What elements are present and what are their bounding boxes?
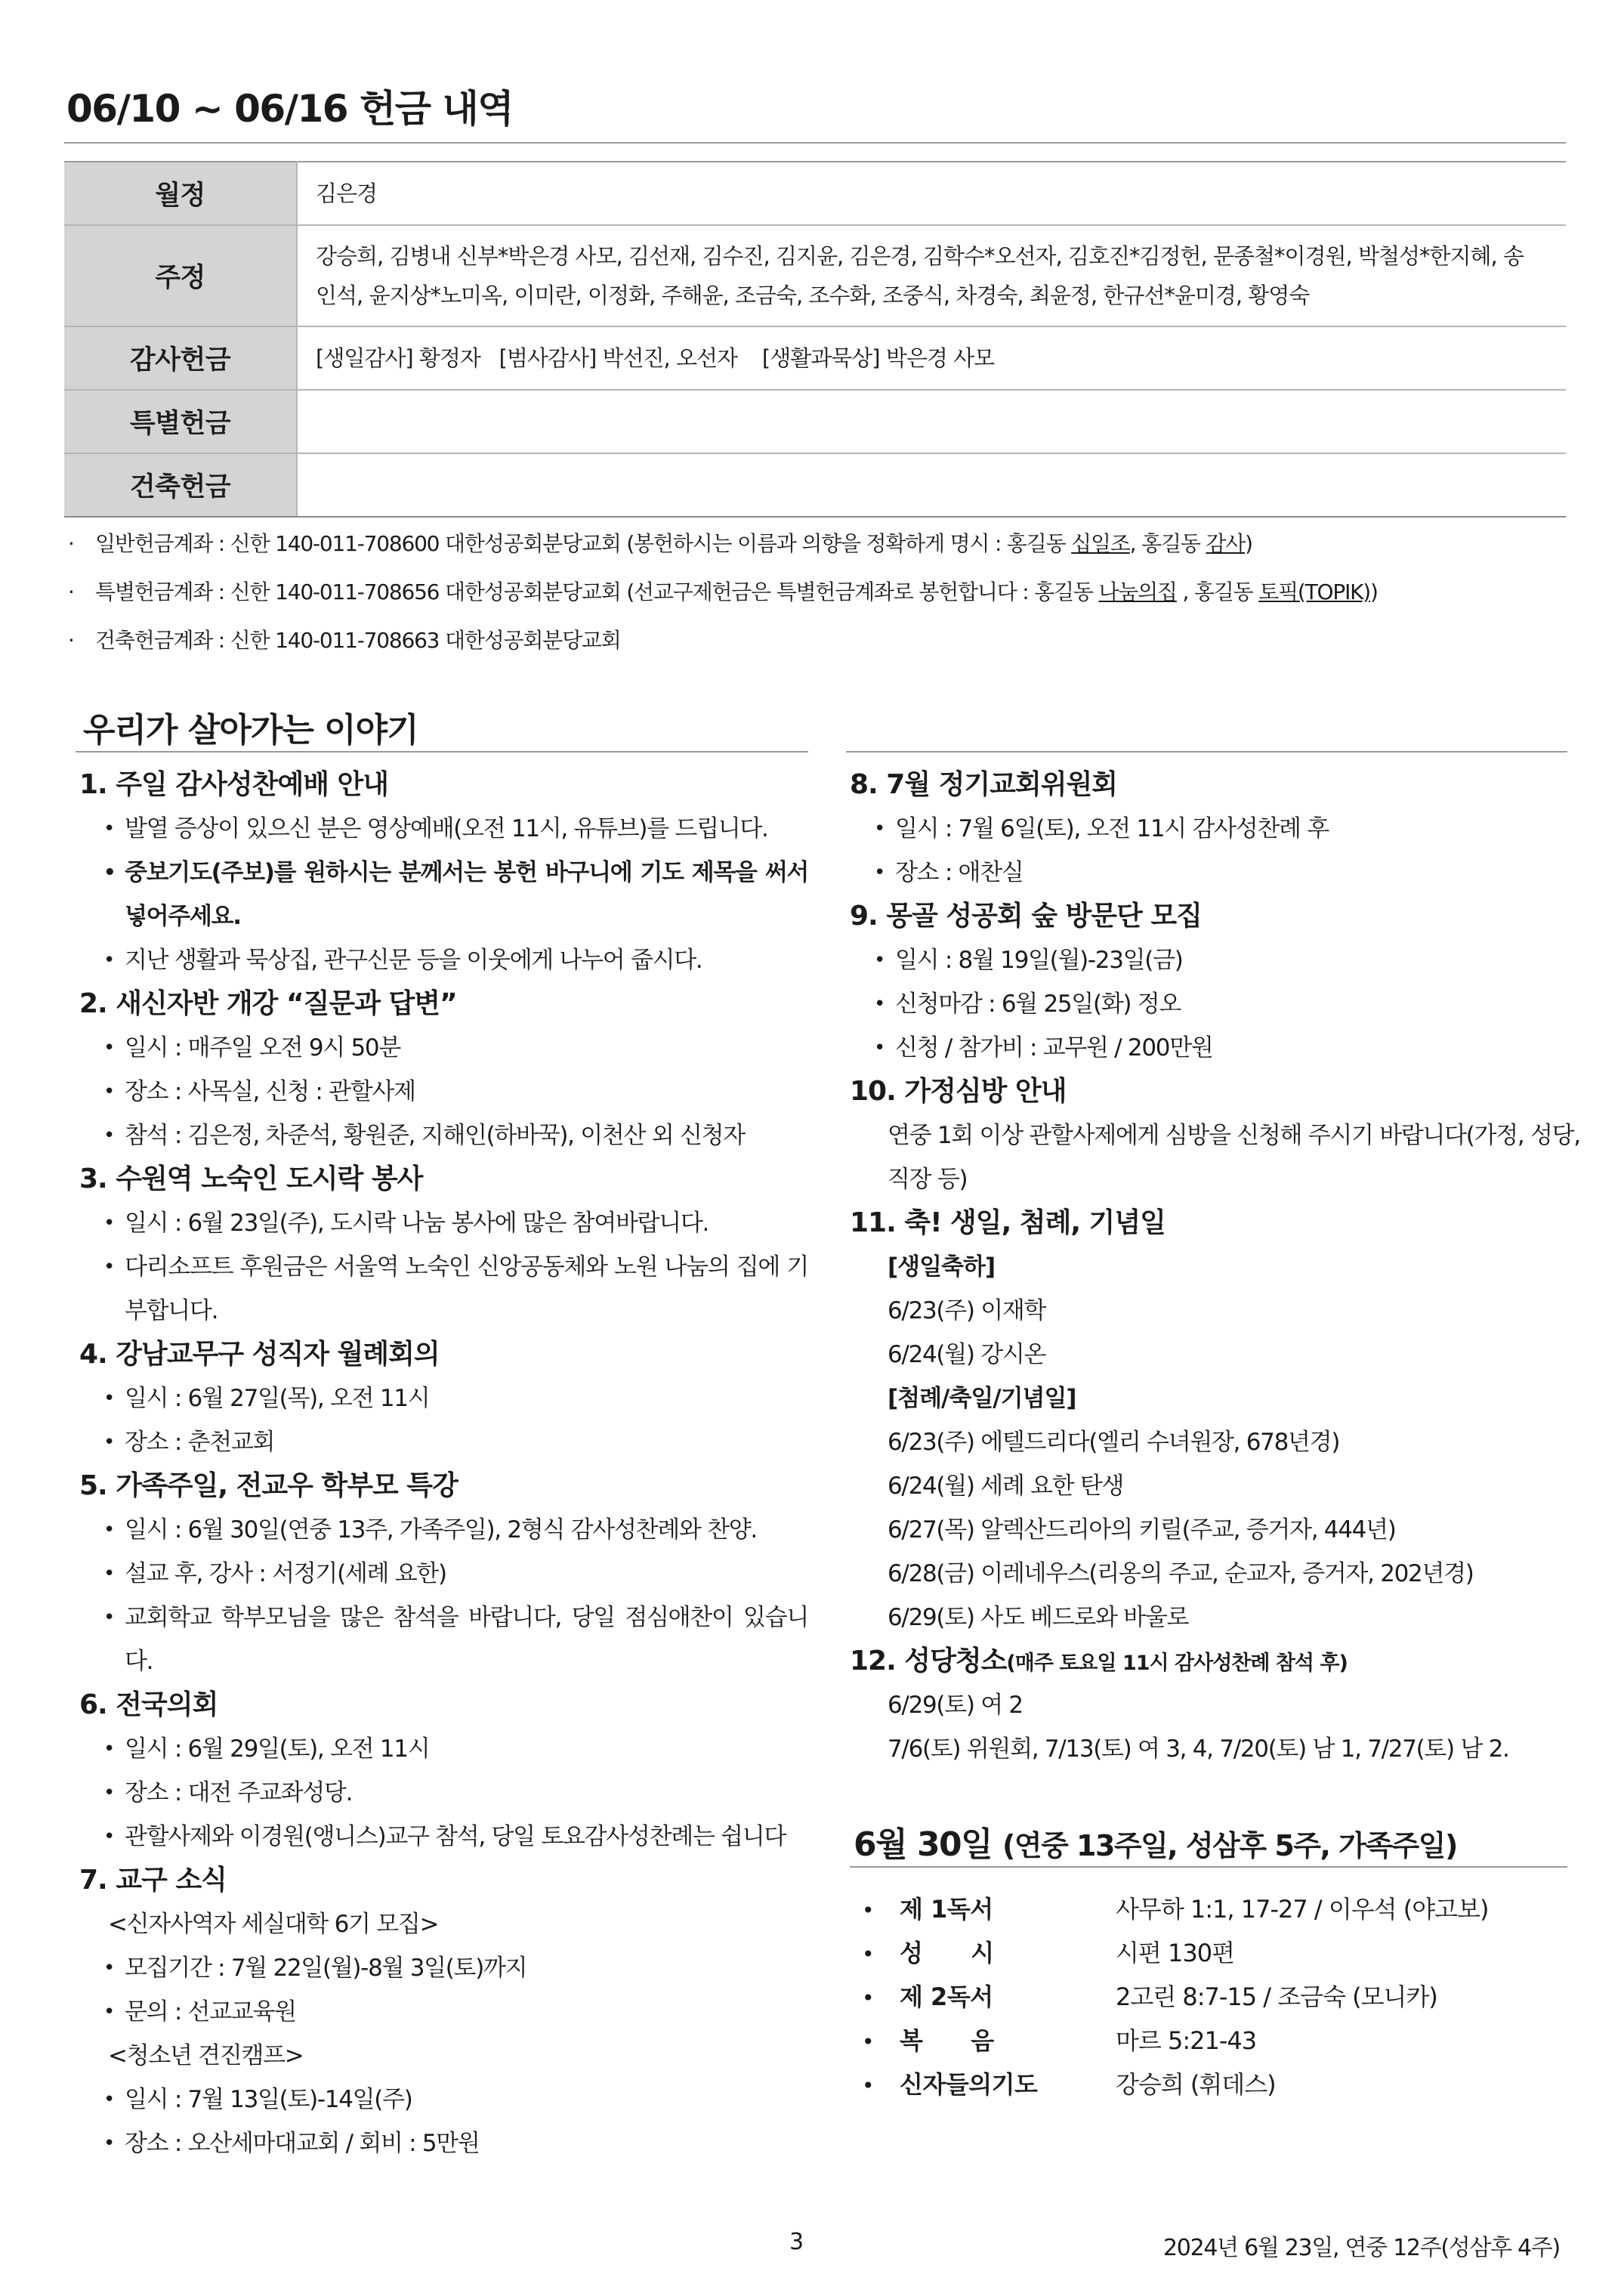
thanks-life-tag: [생활과묵상] (761, 345, 880, 371)
sunday-title (854, 1817, 1457, 1865)
reading-label: 신자들의기도 (900, 2070, 1038, 2099)
readings-list (857, 1887, 1488, 2106)
item-bullet: • 지난 생활과 묵상집, 관구신문 등을 이웃에게 나누어 줍시다. (79, 938, 808, 982)
thanks-birthday-names: 황정자 (418, 345, 480, 371)
reading-value: 마르 5:21-43 (1116, 2026, 1257, 2055)
item-bullet: • 장소 : 춘천교회 (79, 1420, 808, 1464)
item-heading: 4. 강남교무구 성직자 월례회의 (79, 1339, 440, 1370)
offering-label: 특별헌금 (64, 390, 297, 453)
thanks-crime-names: 박선진, 오선자 (602, 345, 738, 371)
reading-label: 제 2독서 (900, 1982, 993, 2011)
item-heading: 5. 가족주일, 전교우 학부모 특강 (79, 1470, 458, 1501)
item-bullet: • 참석 : 김은정, 차준석, 황원준, 지해인(하바꾹), 이천산 외 신청자 (79, 1114, 808, 1157)
item-bullet: • 모집기간 : 7월 22일(월)-8월 3일(토)까지 (79, 1946, 808, 1990)
item-bullet: • 장소 : 대전 주교좌성당. (79, 1771, 808, 1815)
item-text: 6/24(월) 강시온 (888, 1341, 1046, 1368)
account-text: 건축헌금계좌 : 신한 140-011-708663 대한성공회분당교회 (95, 628, 621, 653)
item-text: 6/27(목) 알렉산드리아의 키릴(주교, 증거자, 444년) (888, 1516, 1396, 1544)
reading-value: 강승희 (휘데스) (1116, 2070, 1276, 2099)
reading-label: 성 시 (900, 1939, 994, 1967)
account-text: , 홍길동 (1176, 579, 1259, 604)
item-subheading: [생일축하] (888, 1253, 996, 1281)
offering-row-building (64, 453, 1566, 517)
account-link[interactable]: 나눔의집 (1098, 579, 1177, 604)
offering-value: 강승희, 김병내 신부*박은경 사모, 김선재, 김수진, 김지윤, 김은경, 김학수*오선자, 김호진*김정헌, 문종철*이경원, 박철성*한지혜, 송인석, 윤지상*노미옥, 이미란, 이정화, 주해윤, 조금숙, 조수화, 조중식, 차경숙, 최윤정, 한규선*윤미경, 황영숙 (297, 225, 1566, 326)
thanks-crime-tag: [범사감사] (499, 345, 597, 371)
sunday-divider (850, 1866, 1567, 1868)
item-bullet: • 설교 후, 강사 : 서정기(세례 요한) (79, 1552, 808, 1596)
account-bullet: · (68, 531, 74, 556)
reading-row (857, 1975, 1488, 2019)
item-bullet: • 일시 : 6월 23일(주), 도시락 나눔 봉사에 많은 참여바랍니다. (79, 1201, 808, 1245)
item-text: 직장 등) (888, 1166, 968, 1193)
item-heading: 8. 7월 정기교회위원회 (850, 769, 1118, 800)
reading-label: 제 1독서 (900, 1895, 993, 1924)
account-text: 일반헌금계좌 : 신한 140-011-708600 대한성공회분당교회 (봉헌하시는 이름과 의향을 정확하게 명시 : 홍길동 (95, 531, 1072, 556)
item-heading: 11. 축! 생일, 첨례, 기념일 (850, 1207, 1166, 1238)
item-bullet: • 일시 : 7월 13일(토)-14일(주) (79, 2078, 808, 2121)
item-text: 6/23(주) 이재학 (888, 1297, 1046, 1324)
item-text: 6/28(금) 이레네우스(리옹의 주교, 순교자, 증거자, 202년경) (888, 1560, 1474, 1587)
sunday-date: 6월 30일 (854, 1825, 993, 1864)
offering-value: 김은경 (297, 162, 1566, 225)
item-bullet: • 장소 : 사목실, 신청 : 관할사제 (79, 1070, 808, 1114)
special-account (68, 576, 1378, 606)
reading-bullet: • (862, 2073, 875, 2098)
offering-label: 주정 (64, 225, 297, 326)
account-bullet: · (68, 628, 74, 653)
offering-row-special (64, 390, 1566, 453)
reading-row (857, 2019, 1488, 2063)
account-link[interactable]: 감사 (1206, 531, 1246, 556)
reading-value: 사무하 1:1, 17-27 / 이우석 (야고보) (1116, 1895, 1489, 1924)
item-bullet: • 발열 증상이 있으신 분은 영상예배(오전 11시, 유튜브)를 드립니다. (79, 807, 808, 851)
item-bullet: • 교회학교 학부모님을 많은 참석을 바랍니다, 당일 점심애찬이 있습니다. (79, 1596, 808, 1683)
offering-label: 월정 (64, 162, 297, 225)
item-text: 6/23(주) 에텔드리다(엘리 수녀원장, 678년경) (888, 1429, 1340, 1456)
title-divider (64, 142, 1566, 144)
item-heading: 2. 새신자반 개강 “질문과 답변” (79, 988, 457, 1019)
item-bullet: • 문의 : 선교교육원 (79, 1990, 808, 2034)
thanks-life-names: 박은경 사모 (885, 345, 995, 371)
item-bullet: • 다리소프트 후원금은 서울역 노숙인 신앙공동체와 노원 나눔의 집에 기부합니다. (79, 1245, 808, 1333)
offering-row-monthly (64, 162, 1566, 225)
reading-bullet: • (862, 2029, 875, 2054)
stories-left-column (79, 763, 808, 2165)
item-subheading: <신자사역자 세실대학 6기 모집> (108, 1911, 439, 1938)
item-text: 6/29(토) 사도 베드로와 바울로 (888, 1604, 1189, 1631)
item-bullet: • 일시 : 6월 30일(연중 13주, 가족주일), 2형식 감사성찬례와 찬양. (79, 1508, 808, 1552)
offering-title: 06/10 ~ 06/16 헌금 내역 (66, 87, 514, 131)
offering-value (297, 453, 1566, 517)
item-bullet: • 일시 : 매주일 오전 9시 50분 (79, 1026, 808, 1070)
item-text: 6/24(월) 세례 요한 탄생 (888, 1473, 1124, 1500)
reading-label: 복 음 (900, 2026, 994, 2055)
reading-row (857, 2063, 1488, 2106)
account-text: ) (1245, 531, 1252, 556)
item-bullet: • 일시 : 6월 29일(토), 오전 11시 (79, 1727, 808, 1771)
stories-right-column (850, 763, 1580, 1771)
reading-row (857, 1931, 1488, 1975)
reading-value: 시편 130편 (1116, 1939, 1234, 1967)
item-text: 6/29(토) 여 2 (888, 1692, 1023, 1719)
stories-divider-right (846, 751, 1567, 752)
item-subheading: [첨례/축일/기념일] (888, 1385, 1076, 1412)
offering-label: 건축헌금 (64, 453, 297, 517)
general-account (68, 527, 1252, 558)
building-account (68, 624, 621, 654)
stories-title: 우리가 살아가는 이야기 (83, 711, 418, 749)
account-link[interactable]: 토픽(TOPIK) (1258, 579, 1371, 604)
item-bullet: • 일시 : 6월 27일(목), 오전 11시 (79, 1377, 808, 1420)
thanks-birthday-tag: [생일감사] (316, 345, 413, 371)
account-text: ) (1370, 579, 1378, 604)
item-heading-text: 12. 성당청소 (850, 1646, 1007, 1676)
item-text: 7/6(토) 위원회, 7/13(토) 여 3, 4, 7/20(토) 남 1, 7/27(토) 남 2. (888, 1735, 1509, 1763)
item-bullet: • 관할사제와 이경원(앵니스)교구 참석, 당일 토요감사성찬례는 쉽니다 (79, 1815, 808, 1859)
reading-bullet: • (862, 1986, 875, 2010)
item-heading: 1. 주일 감사성찬예배 안내 (79, 769, 389, 800)
stories-divider-left (76, 751, 808, 752)
offering-value (297, 390, 1566, 453)
item-bullet: • 신청마감 : 6월 25일(화) 정오 (850, 982, 1575, 1026)
item-bullet: • 장소 : 오산세마대교회 / 회비 : 5만원 (79, 2121, 808, 2165)
reading-bullet: • (862, 1942, 875, 1967)
item-heading: 9. 몽골 성공회 숲 방문단 모집 (850, 901, 1202, 932)
item-bullet: • 중보기도(주보)를 원하시는 분께서는 봉헌 바구니에 기도 제목을 써서 넣어주세요. (79, 851, 808, 938)
offering-value (297, 326, 1566, 390)
reading-row (857, 1887, 1488, 1931)
item-subheading: <청소년 견진캠프> (108, 2042, 304, 2069)
item-heading: 6. 전국의회 (79, 1689, 218, 1720)
offering-table (64, 161, 1566, 518)
item-bullet: • 장소 : 애찬실 (850, 851, 1575, 895)
footer-date: 2024년 6월 23일, 연중 12주(성삼후 4주) (1163, 2235, 1560, 2261)
item-bullet: • 일시 : 8월 19일(월)-23일(금) (850, 938, 1575, 982)
page-number: 3 (789, 2229, 804, 2255)
item-heading: 7. 교구 소식 (79, 1865, 227, 1896)
offering-label: 감사헌금 (64, 326, 297, 390)
account-bullet: · (68, 579, 74, 604)
item-text: 연중 1회 이상 관할사제에게 심방을 신청해 주시기 바랍니다(가정, 성당, (888, 1122, 1580, 1149)
reading-value: 2고린 8:7-15 / 조금숙 (모니카) (1116, 1982, 1437, 2011)
item-heading-note: (매주 토요일 11시 감사성찬례 참석 후) (1006, 1652, 1348, 1675)
offering-row-weekly (64, 225, 1566, 326)
account-text: , 홍길동 (1129, 531, 1206, 556)
item-heading: 3. 수원역 노숙인 도시락 봉사 (79, 1163, 423, 1194)
account-text: 특별헌금계좌 : 신한 140-011-708656 대한성공회분당교회 (선교구제헌금은 특별헌금계좌로 봉헌합니다 : 홍길동 (95, 579, 1099, 604)
item-heading (850, 1639, 1575, 1683)
item-heading: 10. 가정심방 안내 (850, 1076, 1067, 1107)
item-bullet: • 일시 : 7월 6일(토), 오전 11시 감사성찬례 후 (850, 807, 1575, 851)
item-bullet: • 신청 / 참가비 : 교무원 / 200만원 (850, 1026, 1575, 1070)
offering-row-thanks (64, 326, 1566, 390)
reading-bullet: • (862, 1898, 875, 1923)
sunday-subtitle: (연중 13주일, 성삼후 5주, 가족주일) (1002, 1829, 1457, 1862)
account-link[interactable]: 십일조 (1071, 531, 1130, 556)
